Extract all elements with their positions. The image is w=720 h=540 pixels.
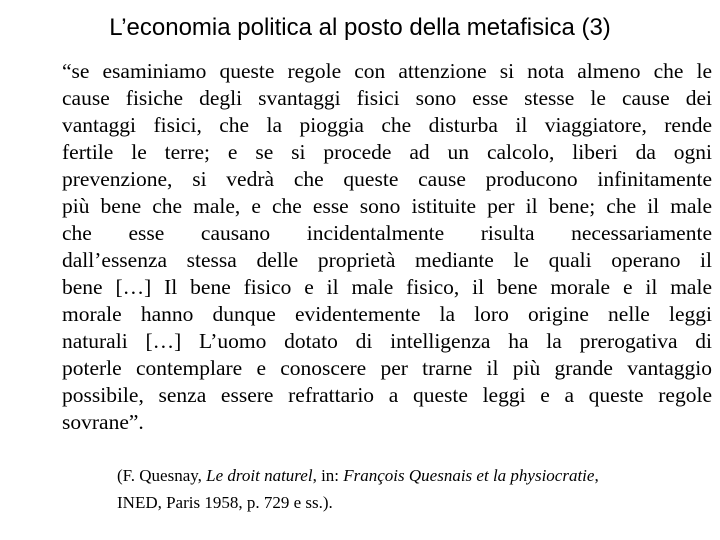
quote-line: dall’essenza stessa delle proprietà mediante le quali operano il <box>62 248 712 272</box>
citation-work-title: Le droit naturel <box>206 466 313 485</box>
citation-book-title: François Quesnais et la physiocratie <box>343 466 595 485</box>
quote-line: fertile le terre; e se si procede ad un calcolo, liberi da ogni <box>62 140 712 164</box>
citation-comma: , <box>594 466 599 485</box>
citation <box>117 462 717 516</box>
quote-line: possibile, senza essere refrattario a queste leggi e a queste regole <box>62 383 712 407</box>
citation-author: (F. Quesnay, <box>117 466 207 485</box>
citation-line-1 <box>117 462 717 489</box>
quote-line: vantaggi fisici, che la pioggia che disturba il viaggiatore, rende <box>62 113 712 137</box>
quote-body <box>62 58 712 436</box>
quote-line: naturali […] L’uomo dotato di intelligenza ha la prerogativa di <box>62 329 712 353</box>
slide-title: L’economia politica al posto della metafisica (3) <box>109 14 611 41</box>
quote-line: prevenzione, si vedrà che queste cause producono infinitamente <box>62 167 712 191</box>
quote-line: bene […] Il bene fisico e il male fisico, il bene morale e il male <box>62 275 712 299</box>
quote-line: che esse causano incidentalmente risulta necessariamente <box>62 221 712 245</box>
quote-line: poterle contemplare e conoscere per trarne il più grande vantaggio <box>62 356 712 380</box>
quote-line: cause fisiche degli svantaggi fisici sono esse stesse le cause dei <box>62 86 712 110</box>
quote-line: morale hanno dunque evidentemente la loro origine nelle leggi <box>62 302 712 326</box>
quote-line: sovrane”. <box>62 410 144 434</box>
citation-connector: , in: <box>312 466 344 485</box>
citation-line-2: INED, Paris 1958, p. 729 e ss.). <box>117 493 333 512</box>
quote-line: “se esaminiamo queste regole con attenzione si nota almeno che le <box>62 59 712 83</box>
quote-line: più bene che male, e che esse sono istituite per il bene; che il male <box>62 194 712 218</box>
